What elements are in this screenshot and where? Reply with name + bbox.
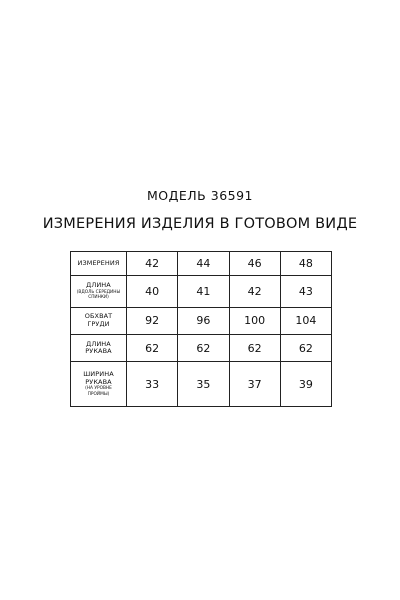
row-note: СПИНКИ): [88, 295, 109, 301]
value-cell: 39: [280, 362, 331, 407]
row-label: РУКАВА: [85, 377, 112, 386]
model-number: МОДЕЛЬ 36591: [147, 188, 253, 203]
value-cell: 33: [127, 362, 178, 407]
table-row-sleeve-length: [71, 335, 332, 362]
value-cell: 41: [178, 275, 229, 307]
value-cell: 62: [280, 335, 331, 362]
size-header-cell: 44: [178, 252, 229, 276]
row-label: ОБХВАТ: [84, 312, 113, 321]
table-row-length: [71, 275, 332, 307]
value-cell: 96: [178, 307, 229, 334]
table-header-row: [71, 252, 332, 276]
value-cell: 104: [280, 307, 331, 334]
row-label: РУКАВА: [85, 347, 112, 356]
row-label-cell: [71, 335, 127, 362]
row-note: ПРОЙМЫ): [87, 391, 110, 397]
value-cell: 62: [229, 335, 280, 362]
header-label-cell: [71, 252, 127, 276]
row-label: ГРУДИ: [87, 319, 110, 328]
table-row-chest: [71, 307, 332, 334]
row-note: (ВДОЛЬ СЕРЕДИНЫ: [76, 289, 121, 295]
value-cell: 62: [127, 335, 178, 362]
size-header-cell: 48: [280, 252, 331, 276]
value-cell: 62: [178, 335, 229, 362]
row-label: ШИРИНА: [83, 370, 114, 379]
row-label-cell: [71, 362, 127, 407]
row-label: ДЛИНА: [86, 339, 111, 348]
row-label-cell: [71, 307, 127, 334]
table-row-sleeve-width: [71, 362, 332, 407]
value-cell: 35: [178, 362, 229, 407]
page-title: ИЗМЕРЕНИЯ ИЗДЕЛИЯ В ГОТОВОМ ВИДЕ: [42, 216, 358, 232]
size-header-cell: 46: [229, 252, 280, 276]
row-label: ДЛИНА: [86, 281, 111, 290]
row-note: (НА УРОВНЕ: [85, 386, 112, 392]
measurements-table: [70, 251, 332, 407]
value-cell: 43: [280, 275, 331, 307]
size-header-cell: 42: [127, 252, 178, 276]
value-cell: 92: [127, 307, 178, 334]
value-cell: 40: [127, 275, 178, 307]
value-cell: 100: [229, 307, 280, 334]
value-cell: 42: [229, 275, 280, 307]
header-label: ИЗМЕРЕНИЯ: [77, 258, 120, 267]
row-label-cell: [71, 275, 127, 307]
value-cell: 37: [229, 362, 280, 407]
